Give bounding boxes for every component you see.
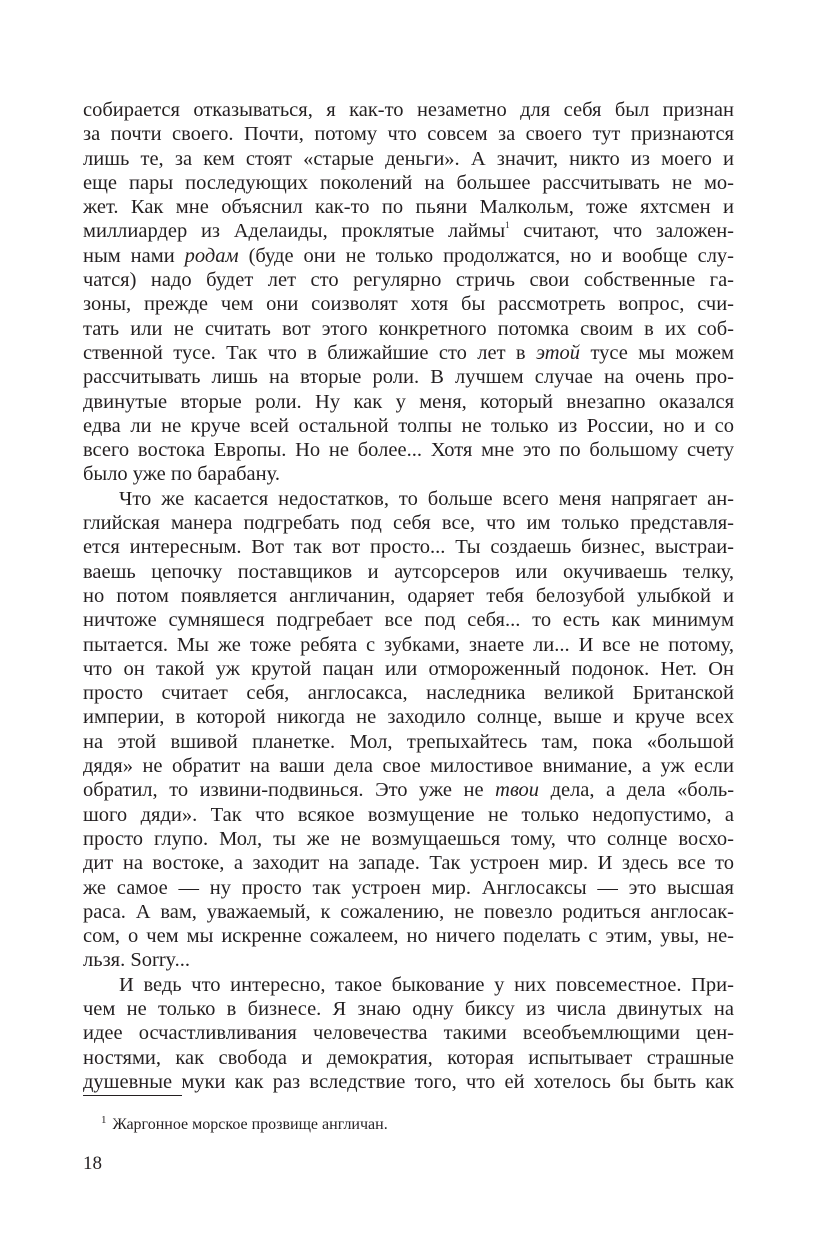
text-line bbox=[83, 341, 734, 365]
footnote-separator bbox=[83, 1095, 182, 1096]
text-line bbox=[83, 973, 734, 997]
text-segment: за почти своего. Почти, потому что совсем за своего тут признаются bbox=[83, 123, 734, 146]
text-line bbox=[83, 997, 734, 1021]
text-line bbox=[83, 1021, 734, 1045]
text-line bbox=[83, 754, 734, 778]
text-segment: душевные муки как раз вследствие того, что ей хотелось бы быть как bbox=[83, 1070, 734, 1093]
text-segment: рассчитывать лишь на вторые роли. В лучшем случае на очень про- bbox=[83, 366, 734, 389]
text-segment: на этой вшивой планетке. Мол, трепыхайтесь там, пока «большой bbox=[83, 730, 734, 753]
text-line bbox=[83, 171, 734, 195]
text-segment: же самое — ну просто так устроен мир. Англосаксы — это высшая bbox=[83, 876, 734, 899]
text-line bbox=[83, 268, 734, 292]
text-line bbox=[83, 827, 734, 851]
text-line bbox=[83, 219, 734, 243]
text-segment: было уже по барабану. bbox=[83, 463, 280, 486]
text-segment: тать или не считать вот этого конкретного потомка своим в их соб- bbox=[83, 317, 734, 340]
text-line bbox=[83, 803, 734, 827]
text-line bbox=[83, 365, 734, 389]
text-segment: льзя. Sorry... bbox=[83, 949, 190, 972]
text-line bbox=[83, 608, 734, 632]
text-line bbox=[83, 195, 734, 219]
text-line bbox=[83, 317, 734, 341]
text-segment: что он такой уж крутой пацан или отмороженный подонок. Нет. Он bbox=[83, 657, 734, 680]
text-segment: дит на востоке, а заходит на западе. Так устроен мир. И здесь все то bbox=[83, 852, 734, 875]
text-line bbox=[83, 390, 734, 414]
text-line bbox=[83, 462, 734, 486]
text-segment: обратил, то извини-подвинься. Это уже не bbox=[83, 779, 496, 802]
text-line bbox=[83, 633, 734, 657]
text-line bbox=[83, 778, 734, 802]
text-segment: двинутые вторые роли. Ну как у меня, который внезапно оказался bbox=[83, 390, 734, 413]
text-segment: жет. Как мне объяснил как-то по пьяни Малкольм, тоже яхтсмен и bbox=[83, 196, 734, 219]
text-segment: раса. А вам, уважаемый, к сожалению, не повезло родиться англосак- bbox=[83, 900, 734, 923]
text-segment: дела, а дела «боль- bbox=[539, 779, 734, 802]
text-line bbox=[83, 1046, 734, 1070]
text-segment: империи, в которой никогда не заходило солнце, выше и круче всех bbox=[83, 706, 734, 729]
text-line bbox=[83, 487, 734, 511]
text-segment: чем не только в бизнесе. Я знаю одну биксу из числа двинутых на bbox=[83, 997, 734, 1020]
text-segment: (буде они не только продолжатся, но и вообще слу- bbox=[238, 244, 734, 267]
text-segment: ным нами bbox=[83, 244, 185, 267]
text-segment: но потом появляется англичанин, одаряет тебя белозубой улыбкой и bbox=[83, 584, 734, 607]
text-segment: ваешь цепочку поставщиков и аутсорсеров или окучиваешь телку, bbox=[83, 560, 734, 583]
text-segment: ностями, как свобода и демократия, которая испытывает страшные bbox=[83, 1046, 734, 1069]
text-segment: просто глупо. Мол, ты же не возмущаешься тому, что солнце восхо- bbox=[83, 827, 734, 850]
text-line bbox=[83, 438, 734, 462]
text-segment: ничтоже сумняшеся подгребает все под себя... то есть как минимум bbox=[83, 609, 734, 632]
text-line bbox=[83, 511, 734, 535]
text-segment: ется интересным. Вот так вот просто... Ты создаешь бизнес, выстраи- bbox=[83, 536, 734, 559]
text-line bbox=[83, 851, 734, 875]
text-segment: тусе мы можем bbox=[580, 341, 734, 364]
text-segment: сом, о чем мы искренне сожалеем, но ничего поделать с этим, увы, не- bbox=[83, 925, 734, 948]
italic-text: твои bbox=[495, 779, 540, 802]
text-line bbox=[83, 705, 734, 729]
text-line bbox=[83, 876, 734, 900]
text-segment: И ведь что интересно, такое быкование у них повсеместное. При- bbox=[119, 973, 734, 996]
text-segment: пытается. Мы же тоже ребята с зубками, знаете ли... И все не потому, bbox=[83, 633, 734, 656]
text-line bbox=[83, 292, 734, 316]
text-segment: шого дяди». Так что всякое возмущение не только недопустимо, а bbox=[83, 803, 734, 826]
text-segment: чатся) надо будет лет сто регулярно стричь свои собственные га- bbox=[83, 269, 734, 292]
text-segment: еще пары последующих поколений на большее рассчитывать не мо- bbox=[83, 171, 734, 194]
text-line bbox=[83, 122, 734, 146]
text-line bbox=[83, 560, 734, 584]
text-segment: идее осчастливливания человечества такими всеобъемлющими цен- bbox=[83, 1022, 734, 1045]
text-segment: считают, что заложен- bbox=[509, 220, 734, 243]
text-line bbox=[83, 535, 734, 559]
footnote-ref: 1 bbox=[505, 220, 510, 231]
body-text bbox=[83, 98, 734, 1094]
text-segment: дядя» не обратит на ваши дела свое милостивое внимание, а уж если bbox=[83, 755, 734, 778]
text-line bbox=[83, 1070, 734, 1094]
italic-text: родам bbox=[184, 244, 239, 267]
text-segment: всего востока Европы. Но не более... Хотя мне это по большому счету bbox=[83, 439, 734, 462]
text-line bbox=[83, 730, 734, 754]
text-line bbox=[83, 924, 734, 948]
text-line bbox=[83, 948, 734, 972]
text-segment: едва ли не круче всей остальной толпы не только из России, но и со bbox=[83, 414, 734, 437]
footnote bbox=[101, 1110, 741, 1135]
text-line bbox=[83, 681, 734, 705]
text-line bbox=[83, 657, 734, 681]
text-line bbox=[83, 900, 734, 924]
text-line bbox=[83, 98, 734, 122]
text-segment: лишь те, за кем стоят «старые деньги». А значит, никто из моего и bbox=[83, 147, 734, 170]
text-line bbox=[83, 147, 734, 171]
text-segment: глийская манера подгребать под себя все, что им только представля- bbox=[83, 512, 734, 535]
italic-text: этой bbox=[535, 341, 581, 364]
text-segment: собирается отказываться, я как-то незаметно для себя был признан bbox=[83, 99, 734, 121]
footnote-text: Жаргонное морское прозвище англичан. bbox=[112, 1116, 388, 1133]
page-number: 18 bbox=[83, 1153, 102, 1174]
text-segment: просто считает себя, англосакса, наследника великой Британской bbox=[83, 682, 734, 705]
text-segment: ственной тусе. Так что в ближайшие сто лет в bbox=[83, 341, 536, 364]
text-line bbox=[83, 414, 734, 438]
text-line bbox=[83, 244, 734, 268]
text-segment: миллиардер из Аделаиды, проклятые лаймы bbox=[83, 220, 506, 243]
footnote-marker: 1 bbox=[101, 1114, 107, 1126]
text-segment: Что же касается недостатков, то больше всего меня напрягает ан- bbox=[119, 487, 734, 510]
text-line bbox=[83, 584, 734, 608]
text-segment: зоны, прежде чем они соизволят хотя бы рассмотреть вопрос, счи- bbox=[83, 293, 734, 316]
